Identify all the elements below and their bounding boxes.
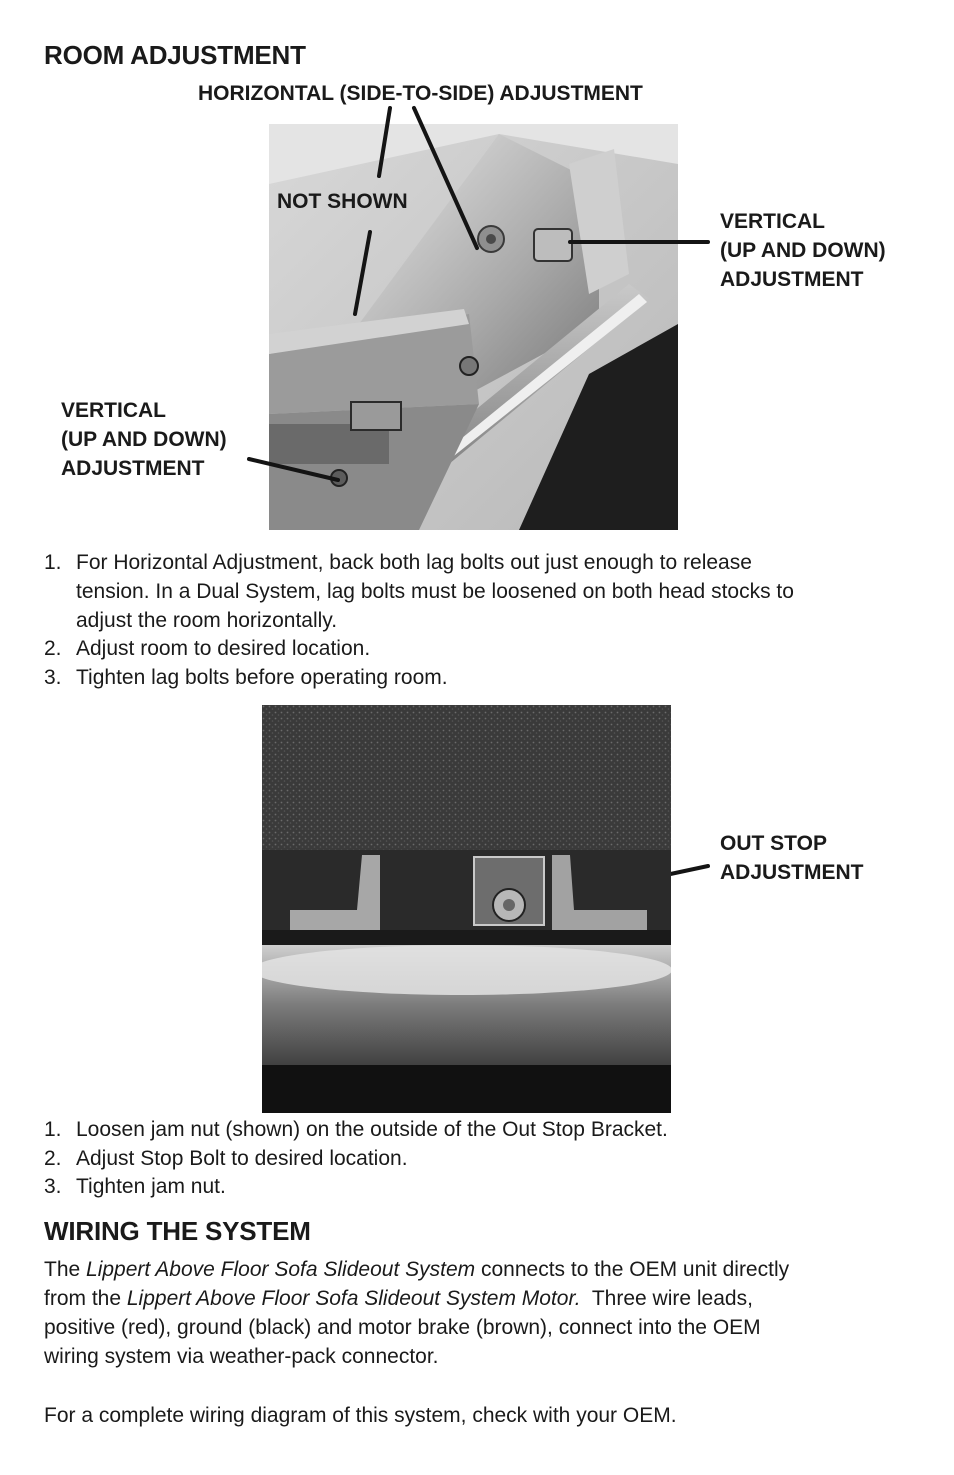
wiring-diagram-note: For a complete wiring diagram of this system, check with your OEM. bbox=[44, 1404, 677, 1427]
callout-not-shown: NOT SHOWN bbox=[277, 190, 408, 213]
list-item: 2. Adjust room to desired location. bbox=[44, 637, 371, 660]
list-item: 1. Loosen jam nut (shown) on the outside of the Out Stop Bracket. bbox=[44, 1118, 668, 1141]
list-item: 3. Tighten jam nut. bbox=[44, 1175, 226, 1198]
section-heading-room-adjustment: ROOM ADJUSTMENT bbox=[44, 40, 306, 70]
list-item: 3. Tighten lag bolts before operating room. bbox=[44, 666, 448, 689]
list-item: 2. Adjust Stop Bolt to desired location. bbox=[44, 1147, 408, 1170]
list-item: 1. For Horizontal Adjustment, back both lag bolts out just enough to release tension. In a Dual System, lag bolts must be loosened on both head stocks to adjust the room horizontally. bbox=[44, 551, 794, 632]
section-heading-wiring: WIRING THE SYSTEM bbox=[44, 1216, 311, 1246]
callout-vertical-adjustment-left: VERTICAL (UP AND DOWN) ADJUSTMENT bbox=[61, 399, 227, 480]
out-stop-photo bbox=[262, 705, 671, 1113]
callout-horizontal-adjustment: HORIZONTAL (SIDE-TO-SIDE) ADJUSTMENT bbox=[198, 82, 643, 105]
callout-vertical-adjustment-right: VERTICAL (UP AND DOWN) ADJUSTMENT bbox=[720, 210, 886, 291]
callout-out-stop-adjustment: OUT STOP ADJUSTMENT bbox=[720, 832, 864, 884]
wiring-paragraph: The Lippert Above Floor Sofa Slideout System connects to the OEM unit directly from the Lippert Above Floor Sofa Slideout System Motor. Three wire leads, positive (red), ground (black) and motor brake (brown), connect into the OEM wiring system via weather-pack connector. bbox=[44, 1258, 790, 1368]
bracket-adjustment-photo bbox=[269, 124, 678, 530]
